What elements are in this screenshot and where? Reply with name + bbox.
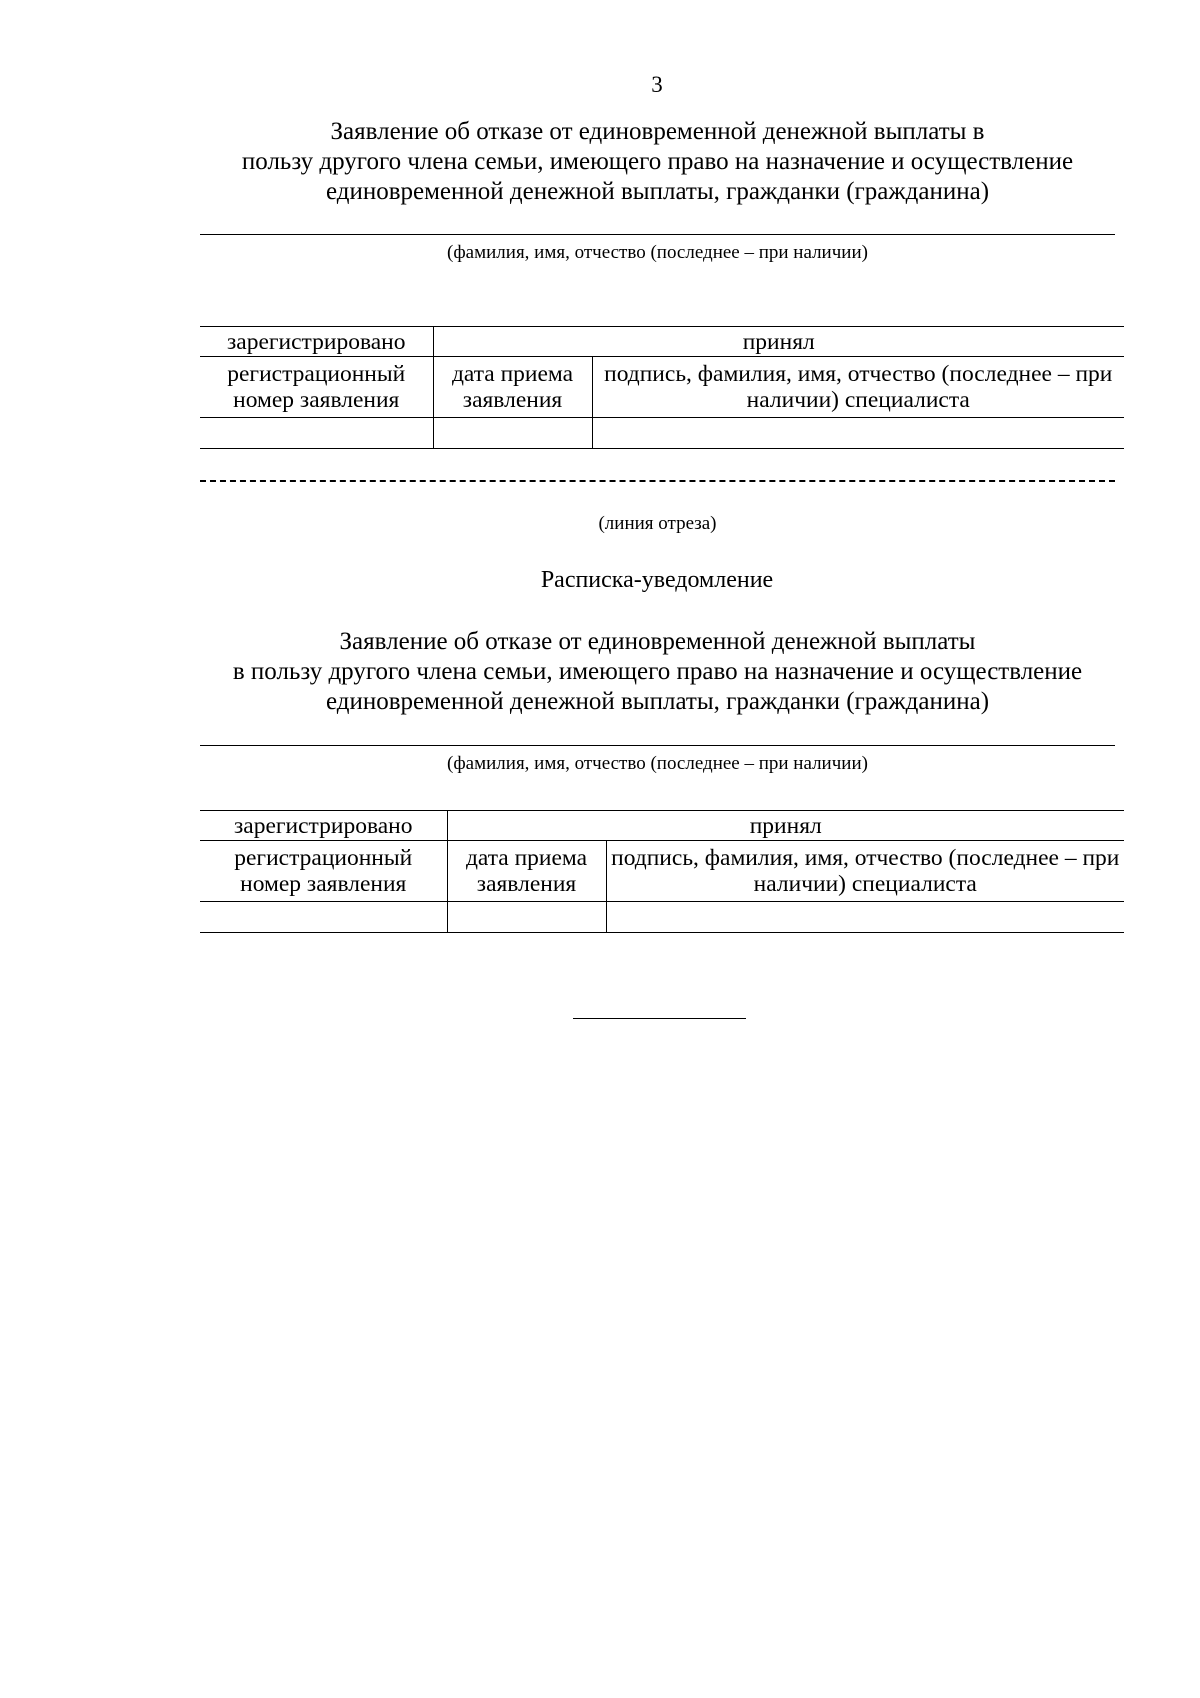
receipt-title-line: в пользу другого члена семьи, имеющего право на назначение и осуществление <box>232 658 1083 685</box>
cut-line <box>200 480 1115 482</box>
specialist-cell[interactable] <box>606 902 1124 933</box>
receipt-title-line: единовременной денежной выплаты, гражданки (гражданина) <box>325 688 990 715</box>
specialist-header: подпись, фамилия, имя, отчество (последнее – при наличии) специалиста <box>592 357 1124 418</box>
date-received-cell[interactable] <box>433 418 592 449</box>
accepted-header: принял <box>433 327 1124 357</box>
reg-number-cell[interactable] <box>200 902 447 933</box>
receipt-registration-table <box>200 810 1124 933</box>
name-fill-line <box>200 234 1115 235</box>
receipt-name-fill-line <box>200 745 1115 746</box>
receipt-heading: Расписка-уведомление <box>540 567 774 593</box>
receipt-title-line: Заявление об отказе от единовременной денежной выплаты <box>339 628 976 655</box>
application-title-line: пользу другого члена семьи, имеющего право на назначение и осуществление <box>241 148 1074 175</box>
name-caption: (фамилия, имя, отчество (последнее – при наличии) <box>447 242 868 263</box>
reg-number-header: регистрационный номер заявления <box>200 841 447 902</box>
date-received-header: дата приема заявления <box>447 841 606 902</box>
reg-number-header: регистрационный номер заявления <box>200 357 433 418</box>
date-received-cell[interactable] <box>447 902 606 933</box>
specialist-cell[interactable] <box>592 418 1124 449</box>
date-received-header: дата приема заявления <box>433 357 592 418</box>
registered-header: зарегистрировано <box>200 327 433 357</box>
cut-line-caption: (линия отреза) <box>598 513 717 534</box>
reg-number-cell[interactable] <box>200 418 433 449</box>
specialist-header: подпись, фамилия, имя, отчество (последнее – при наличии) специалиста <box>606 841 1124 902</box>
application-title <box>180 117 1135 207</box>
registration-table <box>200 326 1124 449</box>
end-divider <box>573 1018 746 1019</box>
receipt-title <box>180 627 1135 717</box>
application-title-line: Заявление об отказе от единовременной денежной выплаты в <box>330 118 985 145</box>
receipt-name-caption: (фамилия, имя, отчество (последнее – при наличии) <box>447 753 868 774</box>
application-title-line: единовременной денежной выплаты, гражданки (гражданина) <box>325 178 990 205</box>
accepted-header: принял <box>447 811 1124 841</box>
page-number: 3 <box>651 72 663 97</box>
registered-header: зарегистрировано <box>200 811 447 841</box>
